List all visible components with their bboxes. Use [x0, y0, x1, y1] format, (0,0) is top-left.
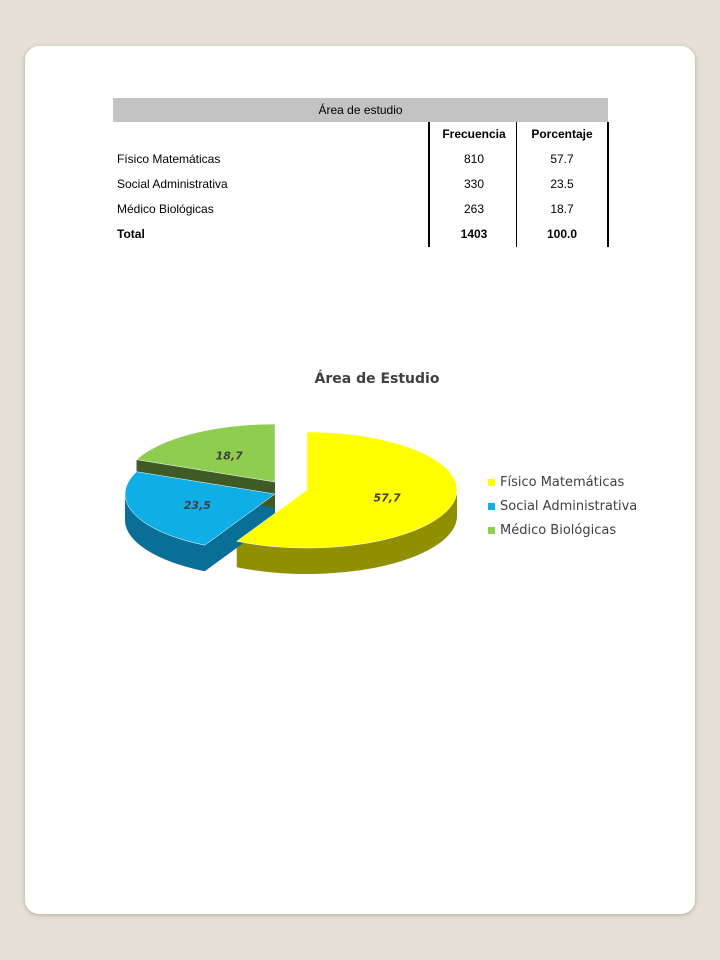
total-label: Total — [117, 227, 145, 241]
legend-label-medico-biologicas: Médico Biológicas — [500, 523, 617, 538]
legend-swatch-social-administrativa — [488, 503, 495, 510]
data-label-fisico-matematicas: 57,7 — [373, 491, 401, 505]
row-frecuencia: 810 — [428, 147, 518, 172]
row-label: Físico Matemáticas — [117, 152, 221, 166]
total-frecuencia: 1403 — [428, 222, 518, 247]
legend-label-fisico-matematicas: Físico Matemáticas — [500, 475, 625, 490]
header-frecuencia: Frecuencia — [428, 122, 518, 147]
row-porcentaje: 18.7 — [516, 197, 609, 222]
chart-legend — [488, 475, 637, 538]
row-label: Social Administrativa — [117, 177, 228, 191]
row-porcentaje: 57.7 — [516, 147, 609, 172]
chart-title: Área de Estudio — [314, 371, 440, 387]
row-label: Médico Biológicas — [117, 202, 214, 216]
row-frecuencia: 330 — [428, 172, 518, 197]
header-porcentaje: Porcentaje — [516, 122, 609, 147]
legend-label-social-administrativa: Social Administrativa — [500, 499, 638, 514]
table-title: Área de estudio — [113, 98, 608, 122]
pie-tops — [125, 424, 457, 548]
legend-swatch-fisico-matematicas — [488, 479, 495, 486]
legend-swatch-medico-biologicas — [488, 527, 495, 534]
row-porcentaje: 23.5 — [516, 172, 609, 197]
data-label-social-administrativa: 23,5 — [183, 498, 211, 512]
total-porcentaje: 100.0 — [516, 222, 609, 247]
row-frecuencia: 263 — [428, 197, 518, 222]
data-label-medico-biologicas: 18,7 — [215, 449, 243, 463]
